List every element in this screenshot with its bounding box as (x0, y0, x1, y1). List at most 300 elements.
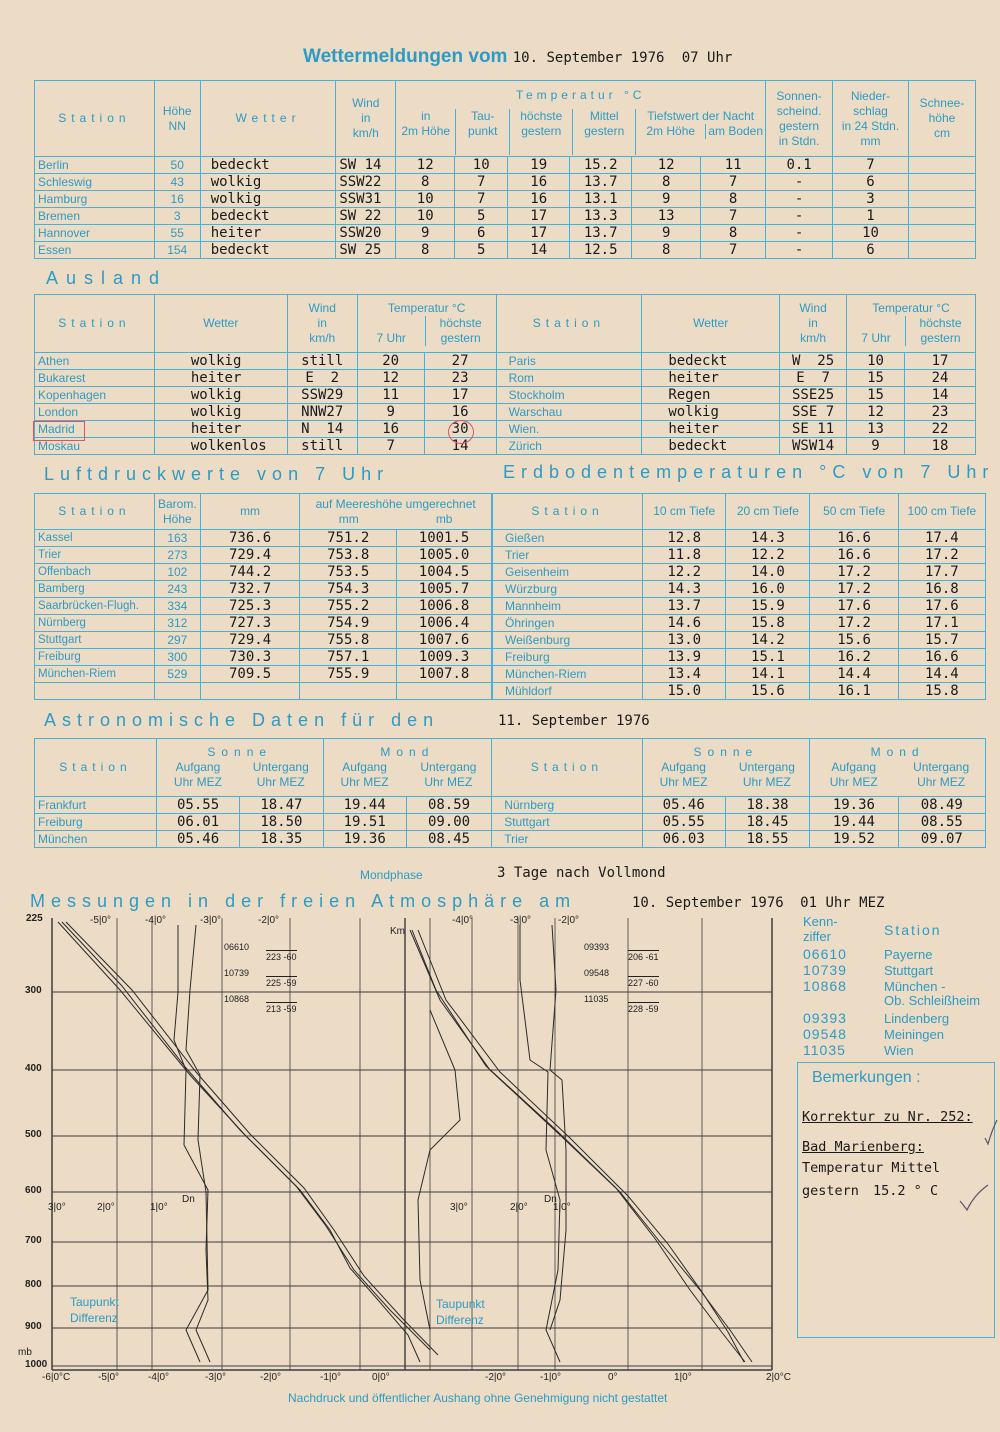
station-height: 16 (154, 191, 200, 208)
temp-7: 20 (357, 353, 424, 370)
moonrise: 19.36 (323, 831, 406, 848)
pressure-sea-mm: 755.2 (300, 598, 397, 615)
weather-value: heiter (154, 421, 287, 438)
soil-50cm: 17.2 (810, 615, 898, 632)
station-name: Paris (496, 353, 642, 370)
sunrise: 05.46 (642, 797, 725, 814)
mb-label: mb (18, 1347, 32, 1358)
wind-value: E 7 (780, 370, 847, 387)
ld-hdr-hoehe: Barom. Höhe (154, 494, 200, 530)
temp-mean: 13.7 (570, 174, 632, 191)
wind-value: SW 14 (336, 157, 396, 174)
checkmark-icon (958, 1183, 990, 1213)
temp-7: 7 (357, 438, 424, 455)
taupunkt-label-right: Taupunkt Differenz (436, 1297, 485, 1327)
hdr-sonne: Sonnen- scheind. gestern in Stdn. (766, 81, 833, 157)
temp-label: 3|0° (48, 1202, 66, 1213)
soil-10cm: 14.6 (643, 615, 726, 632)
temp-7: 11 (357, 387, 424, 404)
luftdruck-title: Luftdruckwerte von 7 Uhr (44, 464, 390, 484)
temp-label: -4|0° (148, 1372, 170, 1383)
eb-hdr-station: Station (493, 494, 643, 530)
temp-label: -5|0° (90, 915, 112, 926)
station-code: 10868 (224, 994, 250, 1004)
precip: 7 (833, 157, 909, 174)
station-name: Saarbrücken-Flugh. (35, 598, 155, 615)
weather-value: bedeckt (642, 353, 780, 370)
as-hdr-station-r: Station (492, 739, 642, 797)
temp-7: 10 (847, 353, 905, 370)
aus-hdr-station-r: Station (496, 295, 642, 353)
station-code: 06610 (224, 942, 250, 952)
station-name: Zürich (496, 438, 642, 455)
weather-value: bedeckt (642, 438, 780, 455)
soil-20cm: 15.9 (726, 598, 810, 615)
soil-20cm: 15.8 (726, 615, 810, 632)
precip: 6 (833, 242, 909, 259)
wind-value: W 25 (780, 353, 847, 370)
station-name: München (35, 831, 157, 848)
station-height: 154 (154, 242, 200, 259)
station-name: Essen (35, 242, 155, 259)
tropopause-value: 225 -59 (266, 978, 297, 988)
wind-value: SE 11 (780, 421, 847, 438)
temp-mean: 15.2 (570, 157, 632, 174)
temp-label: -2|0° (258, 915, 280, 926)
station-name: Trier (493, 547, 643, 564)
astro-date: 11. September 1976 (498, 713, 650, 729)
atmos-title: Messungen in der freien Atmosphäre am (30, 891, 577, 911)
tropopause-value: 227 -60 (628, 978, 659, 988)
pressure-sea-mb: 1005.7 (397, 581, 492, 598)
sunshine: - (766, 225, 833, 242)
station-name: Freiburg (35, 649, 155, 666)
hdr-temperatur: Temperatur °C in 2m Höhe Tau- punkt höchste gestern Mittel gestern Tiefstwert der Nacht 2m Höhe am Boden (396, 81, 766, 157)
station-name: Hamburg (35, 191, 155, 208)
temp-7: 12 (357, 370, 424, 387)
moonrise: 19.52 (810, 831, 898, 848)
temp-max: 19 (508, 157, 570, 174)
soil-100cm: 17.7 (898, 564, 985, 581)
soil-10cm: 15.0 (643, 683, 726, 700)
wind-value: SSW20 (336, 225, 396, 242)
temp-label: 1|0° (150, 1202, 168, 1213)
sunset: 18.47 (240, 797, 323, 814)
title-date: 10. September 1976 (512, 50, 665, 66)
mondphase-value: 3 Tage nach Vollmond (497, 865, 666, 881)
precip: 10 (833, 225, 909, 242)
sunset: 18.55 (725, 831, 809, 848)
soil-20cm: 16.0 (726, 581, 810, 598)
aus-hdr-station-l: Station (35, 295, 155, 353)
station-code: 09393 (584, 942, 610, 952)
temp-label: 2|0°C (766, 1372, 791, 1383)
temp-label: 1|0° (674, 1372, 692, 1383)
moonrise: 19.44 (323, 797, 406, 814)
hdr-station: Station (35, 81, 155, 157)
ausland-title: Ausland (46, 268, 168, 288)
sunrise: 05.55 (642, 814, 725, 831)
temp-label: -4|0° (145, 915, 167, 926)
pressure-label: 800 (25, 1279, 42, 1290)
wind-value: SSW22 (336, 174, 396, 191)
station-code: 09548 (803, 1026, 847, 1042)
soil-50cm: 15.6 (810, 632, 898, 649)
temp-mean: 12.5 (570, 242, 632, 259)
title-text: Wettermeldungen vom (303, 46, 508, 67)
soil-20cm: 15.1 (726, 649, 810, 666)
pressure-sea-mb: 1006.8 (397, 598, 492, 615)
soil-20cm: 15.6 (726, 683, 810, 700)
eb-hdr-100: 100 cm Tiefe (898, 494, 985, 530)
sunshine: - (766, 174, 833, 191)
pressure-label: 600 (25, 1185, 42, 1196)
soil-50cm: 14.4 (810, 666, 898, 683)
temp-7: 9 (357, 404, 424, 421)
station-legend-header: Station (884, 922, 942, 938)
weather-value: bedeckt (200, 242, 336, 259)
moonset: 08.59 (406, 797, 491, 814)
station-name: Moskau (35, 438, 155, 455)
sunshine: - (766, 242, 833, 259)
soil-10cm: 14.3 (643, 581, 726, 598)
pressure-sea-mm: 751.2 (300, 530, 397, 547)
as-hdr-sonne-r: Sonne Aufgang Uhr MEZ Untergang Uhr MEZ (642, 739, 810, 797)
temp-min-ground: 7 (701, 174, 766, 191)
sunshine: - (766, 208, 833, 225)
soil-10cm: 13.9 (643, 649, 726, 666)
aus-hdr-wetter-l: Wetter (154, 295, 287, 353)
temp-2m: 12 (396, 157, 455, 174)
soil-10cm: 13.4 (643, 666, 726, 683)
temp-min-ground: 11 (701, 157, 766, 174)
temp-max: 23 (424, 370, 496, 387)
pressure-sea-mm: 754.9 (300, 615, 397, 632)
dewpoint: 6 (455, 225, 508, 242)
ld-hdr-station: Station (35, 494, 155, 530)
station-code: 11035 (584, 994, 609, 1004)
pressure-sea-mb: 1009.3 (397, 649, 492, 666)
temp-label: -3|0° (200, 915, 222, 926)
moonrise: 19.36 (810, 797, 898, 814)
aus-hdr-temp-r: Temperatur °C 7 Uhr höchste gestern (847, 295, 976, 353)
temp-2m: 10 (396, 208, 455, 225)
temp-max: 24 (905, 370, 976, 387)
pressure-sea-mb: 1001.5 (397, 530, 492, 547)
soil-50cm: 17.2 (810, 581, 898, 598)
temp-max: 14 (508, 242, 570, 259)
wind-value: SSE25 (780, 387, 847, 404)
temp-label: -1|0° (540, 1372, 562, 1383)
hdr-hoehe: Höhe NN (154, 81, 200, 157)
temp-2m: 8 (396, 242, 455, 259)
as-hdr-mond-l: Mond Aufgang Uhr MEZ Untergang Uhr MEZ (323, 739, 492, 797)
soil-50cm: 16.6 (810, 530, 898, 547)
weather-value: wolkig (642, 404, 780, 421)
station-code: 10739 (224, 968, 250, 978)
station-name: Freiburg (493, 649, 643, 666)
station-code: 09548 (584, 968, 610, 978)
height-curve (418, 1010, 460, 1330)
temp-max: 22 (905, 421, 976, 438)
station-name: Bamberg (35, 581, 155, 598)
wind-value: SSW29 (287, 387, 357, 404)
station-name: Würzburg (493, 581, 643, 598)
station-height: 529 (154, 666, 200, 683)
temp-min-2m: 8 (632, 174, 701, 191)
temp-max: 16 (424, 404, 496, 421)
station-code: 06610 (803, 946, 847, 962)
weather-value: heiter (200, 225, 336, 242)
station-height: 3 (154, 208, 200, 225)
weather-value: wolkig (200, 191, 336, 208)
sunrise: 06.01 (156, 814, 239, 831)
dewpoint: 7 (455, 174, 508, 191)
temp-max: 27 (424, 353, 496, 370)
station-height: 50 (154, 157, 200, 174)
soil-50cm: 17.2 (810, 564, 898, 581)
station-name: Lindenberg (884, 1011, 950, 1026)
station-name: Bukarest (35, 370, 155, 387)
moonset: 08.45 (406, 831, 491, 848)
temp-label: -5|0° (98, 1372, 120, 1383)
pressure-label: 700 (25, 1235, 42, 1246)
station-height: 243 (154, 581, 200, 598)
station-name: Stuttgart (35, 632, 155, 649)
temp-label: 2|0° (510, 1202, 528, 1213)
temp-label: 3|0° (450, 1202, 468, 1213)
station-name: Mannheim (493, 598, 643, 615)
sunset: 18.50 (240, 814, 323, 831)
hdr-wind: Wind in km/h (336, 81, 396, 157)
temp-label: -4|0° (452, 915, 474, 926)
temp-label: -3|0° (205, 1372, 227, 1383)
dewpoint: 5 (455, 242, 508, 259)
pressure-sea-mm: 755.8 (300, 632, 397, 649)
pressure-mm: 730.3 (200, 649, 299, 666)
station-name-extra: Ob. Schleißheim (884, 993, 981, 1008)
pressure-sea-mm: 753.5 (300, 564, 397, 581)
temp-label: -6|0°C (42, 1372, 71, 1383)
station-name: Meiningen (884, 1027, 944, 1042)
sunrise: 06.03 (642, 831, 725, 848)
precip: 3 (833, 191, 909, 208)
weather-value: wolkenlos (154, 438, 287, 455)
station-name: Stockholm (496, 387, 642, 404)
temp-2m: 8 (396, 174, 455, 191)
tropopause-value: 228 -59 (628, 1004, 659, 1014)
dewpoint: 5 (455, 208, 508, 225)
sunshine: - (766, 191, 833, 208)
temp-label: 1|0° (553, 1202, 571, 1213)
station-name: Offenbach (35, 564, 155, 581)
wind-value: E 2 (287, 370, 357, 387)
station-height: 163 (154, 530, 200, 547)
tropopause-value: 206 -61 (628, 952, 659, 962)
dewpoint: 7 (455, 191, 508, 208)
station-name: Schleswig (35, 174, 155, 191)
hdr-nieder: Nieder- schlag in 24 Stdn. mm (833, 81, 909, 157)
pressure-sea-mb: 1005.0 (397, 547, 492, 564)
footer-note: Nachdruck und öffentlicher Aushang ohne Genehmigung nicht gestattet (288, 1391, 668, 1405)
station-name: Mühldorf (493, 683, 643, 700)
eb-hdr-50: 50 cm Tiefe (810, 494, 898, 530)
temp-7: 13 (847, 421, 905, 438)
temp-max: 14 (905, 387, 976, 404)
station-name: Rom (496, 370, 642, 387)
weather-value: wolkig (154, 387, 287, 404)
station-name: Wien. (496, 421, 642, 438)
mondphase-label: Mondphase (360, 868, 423, 882)
station-height: 273 (154, 547, 200, 564)
remarks-title: Bemerkungen : (812, 1069, 921, 1086)
station-name: London (35, 404, 155, 421)
soil-100cm: 17.1 (898, 615, 985, 632)
station-height: 297 (154, 632, 200, 649)
remarks-line4: gestern 15.2 ° C (802, 1183, 939, 1199)
temp-7: 15 (847, 387, 905, 404)
weather-value: wolkig (154, 404, 287, 421)
pressure-sea-mm: 754.3 (300, 581, 397, 598)
temp-label: -2|0° (558, 915, 580, 926)
weather-value: bedeckt (200, 208, 336, 225)
station-height: 55 (154, 225, 200, 242)
station-name: Payerne (884, 947, 933, 962)
station-name: Athen (35, 353, 155, 370)
sunrise: 05.46 (156, 831, 239, 848)
wind-value: still (287, 353, 357, 370)
station-code: 09393 (803, 1010, 847, 1026)
wind-value: NNW27 (287, 404, 357, 421)
soil-100cm: 15.7 (898, 632, 985, 649)
temp-max: 17 (905, 353, 976, 370)
aus-hdr-wetter-r: Wetter (642, 295, 780, 353)
wind-value: SSW31 (336, 191, 396, 208)
temp-mean: 13.3 (570, 208, 632, 225)
astro-title: Astronomische Daten für den (44, 710, 440, 730)
atmos-date: 10. September 1976 01 Uhr MEZ (632, 895, 885, 911)
soil-100cm: 14.4 (898, 666, 985, 683)
temp-min-2m: 13 (632, 208, 701, 225)
soil-10cm: 11.8 (643, 547, 726, 564)
pressure-mm: 709.5 (200, 666, 299, 683)
temp-min-ground: 8 (701, 225, 766, 242)
pressure-label: 500 (25, 1129, 42, 1140)
station-name: Wien (884, 1043, 914, 1058)
soil-50cm: 16.1 (810, 683, 898, 700)
dewpoint-curve (186, 925, 208, 1362)
taupunkt-label-left: Taupunkt Differenz (70, 1295, 119, 1325)
tropopause-value: 213 -59 (266, 1004, 297, 1014)
soil-50cm: 16.6 (810, 547, 898, 564)
km-label: Km (390, 926, 405, 937)
station-height: 312 (154, 615, 200, 632)
station-name: Öhringen (493, 615, 643, 632)
hdr-wetter: Wetter (200, 81, 336, 157)
station-name: Gießen (493, 530, 643, 547)
weather-value: heiter (642, 370, 780, 387)
remarks-box (797, 1062, 995, 1338)
pressure-sea-mm: 757.1 (300, 649, 397, 666)
soil-50cm: 17.6 (810, 598, 898, 615)
soil-20cm: 12.2 (726, 547, 810, 564)
eb-hdr-20: 20 cm Tiefe (726, 494, 810, 530)
station-name: Kassel (35, 530, 155, 547)
pressure-sea-mb: 1004.5 (397, 564, 492, 581)
pressure-sea-mm: 753.8 (300, 547, 397, 564)
soil-100cm: 16.8 (898, 581, 985, 598)
temp-mean: 13.7 (570, 225, 632, 242)
station-name: Trier (492, 831, 642, 848)
temp-label: 0|0° (372, 1372, 390, 1383)
remarks-line2: Bad Marienberg: (802, 1139, 924, 1155)
soil-20cm: 14.2 (726, 632, 810, 649)
pressure-sea-mm: 755.9 (300, 666, 397, 683)
temp-min-2m: 9 (632, 225, 701, 242)
aus-hdr-temp-l: Temperatur °C 7 Uhr höchste gestern (357, 295, 496, 353)
moonrise: 19.51 (323, 814, 406, 831)
station-name: Stuttgart (492, 814, 642, 831)
temp-label: -2|0° (485, 1372, 507, 1383)
pressure-label: 1000 (25, 1359, 48, 1370)
erdboden-title: Erdbodentemperaturen °C von 7 Uhr (503, 462, 995, 482)
precip: 1 (833, 208, 909, 225)
sunset: 18.35 (240, 831, 323, 848)
pressure-mm: 729.4 (200, 547, 299, 564)
moonset: 08.55 (898, 814, 985, 831)
ld-hdr-mm: mm (200, 494, 299, 530)
pressure-sea-mb: 1006.4 (397, 615, 492, 632)
temperature-curve (66, 922, 438, 1355)
temp-label: 2|0° (97, 1202, 115, 1213)
station-name: Frankfurt (35, 797, 157, 814)
temp-7: 15 (847, 370, 905, 387)
temp-label: 0° (608, 1372, 618, 1383)
tropopause-value: 223 -60 (266, 952, 297, 962)
dn-label-right: Dn (544, 1194, 557, 1205)
station-name: Madrid (35, 421, 155, 438)
station-height: 334 (154, 598, 200, 615)
temp-label: -3|0° (510, 915, 532, 926)
soil-50cm: 16.2 (810, 649, 898, 666)
soil-100cm: 16.6 (898, 649, 985, 666)
temp-max: 17 (508, 208, 570, 225)
station-height: 300 (154, 649, 200, 666)
moonset: 08.49 (898, 797, 985, 814)
temp-max: 17 (508, 225, 570, 242)
station-name: Hannover (35, 225, 155, 242)
wind-value: N 14 (287, 421, 357, 438)
temp-min-2m: 12 (632, 157, 701, 174)
weather-value: Regen (642, 387, 780, 404)
soil-20cm: 14.1 (726, 666, 810, 683)
station-code: 11035 (803, 1042, 846, 1058)
station-name: Nürnberg (492, 797, 642, 814)
pressure-label: 400 (25, 1063, 42, 1074)
eb-hdr-10: 10 cm Tiefe (643, 494, 726, 530)
dn-label-left: Dn (182, 1194, 195, 1205)
as-hdr-sonne-l: Sonne Aufgang Uhr MEZ Untergang Uhr MEZ (156, 739, 323, 797)
remarks-line3: Temperatur Mittel (802, 1160, 941, 1176)
temp-label: -1|0° (320, 1372, 342, 1383)
station-name: Bremen (35, 208, 155, 225)
pressure-label: 225 (26, 913, 43, 924)
wind-value: SW 22 (336, 208, 396, 225)
pressure-mm: 736.6 (200, 530, 299, 547)
soil-100cm: 15.8 (898, 683, 985, 700)
pressure-mm: 732.7 (200, 581, 299, 598)
weather-value: wolkig (200, 174, 336, 191)
